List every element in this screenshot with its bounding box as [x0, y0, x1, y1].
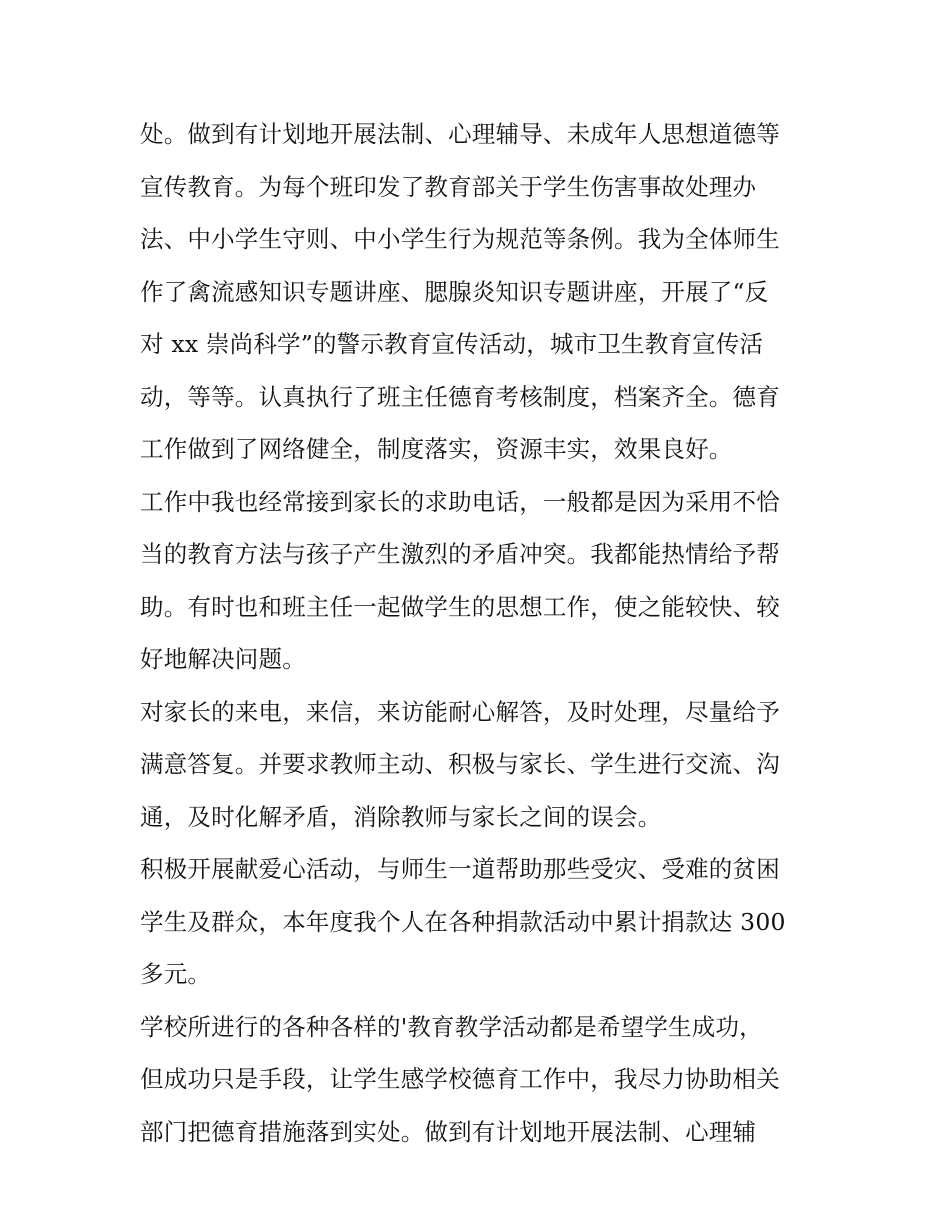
text-line: 通，及时化解矛盾，消除教师与家长之间的误会。 — [140, 802, 662, 831]
text-line: 动，等等。认真执行了班主任德育考核制度，档案齐全。德育 — [140, 382, 780, 411]
text-line: 但成功只是手段，让学生感学校德育工作中，我尽力协助相关 — [140, 1065, 780, 1093]
text-line: 工作做到了网络健全，制度落实，资源丰实，效果良好。 — [140, 435, 733, 463]
text-line: 助。有时也和班主任一起做学生的思想工作，使之能较快、较 — [140, 592, 780, 621]
text-line: 处。做到有计划地开展法制、心理辅导、未成年人思想道德等 — [140, 120, 780, 148]
text-line: 工作中我也经常接到家长的求助电话，一般都是因为采用不恰 — [140, 487, 780, 516]
text-line: 对 xx 崇尚科学”的警示教育宣传活动，城市卫生教育宣传活 — [140, 330, 764, 358]
text-line: 学校所进行的各种各样的'教育教学活动都是希望学生成功， — [140, 1012, 763, 1041]
text-line: 法、中小学生守则、中小学生行为规范等条例。我为全体师生 — [140, 225, 780, 253]
text-line: 对家长的来电，来信，来访能耐心解答，及时处理，尽量给予 — [140, 697, 780, 726]
text-line: 作了禽流感知识专题讲座、腮腺炎知识专题讲座，开展了“反 — [140, 277, 769, 306]
text-line: 多元。 — [140, 960, 212, 988]
text-line: 积极开展献爱心活动，与师生一道帮助那些受灾、受难的贫困 — [140, 855, 780, 883]
text-line: 当的教育方法与孩子产生激烈的矛盾冲突。我都能热情给予帮 — [140, 540, 780, 568]
text-line: 宣传教育。为每个班印发了教育部关于学生伤害事故处理办 — [140, 172, 757, 201]
text-line: 学生及群众，本年度我个人在各种捐款活动中累计捐款达 300 — [140, 907, 786, 936]
text-line: 满意答复。并要求教师主动、积极与家长、学生进行交流、沟 — [140, 750, 780, 778]
document-body — [140, 108, 820, 1158]
text-line: 好地解决问题。 — [140, 645, 306, 673]
text-line: 部门把德育措施落到实处。做到有计划地开展法制、心理辅 — [140, 1117, 757, 1146]
